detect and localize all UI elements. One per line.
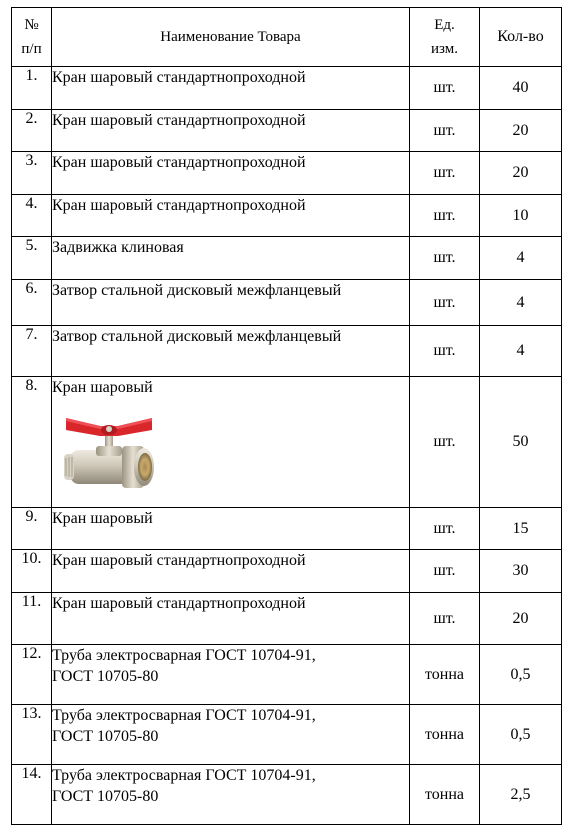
row-unit: шт. — [410, 110, 480, 152]
row-name — [52, 645, 410, 705]
row-quantity: 2,5 — [480, 765, 562, 825]
row-number: 11. — [12, 593, 52, 645]
row-number: 5. — [12, 237, 52, 280]
row-number: 10. — [12, 550, 52, 593]
row-number: 3. — [12, 152, 52, 195]
table-row — [12, 377, 562, 508]
row-name-with-image — [52, 377, 410, 508]
header-unit — [410, 8, 480, 67]
row-quantity: 30 — [480, 550, 562, 593]
row-name-line1: Труба электросварная ГОСТ 10704-91, — [52, 707, 316, 724]
row-name: Кран шаровый — [52, 379, 153, 396]
row-unit: шт. — [410, 195, 480, 237]
row-name-line1: Труба электросварная ГОСТ 10704-91, — [52, 647, 316, 664]
row-number: 6. — [12, 280, 52, 326]
row-unit: шт. — [410, 377, 480, 508]
header-number-symbol: № — [24, 17, 39, 33]
row-quantity: 20 — [480, 593, 562, 645]
header-number — [12, 8, 52, 67]
row-quantity: 10 — [480, 195, 562, 237]
table-row — [12, 67, 562, 110]
row-number: 4. — [12, 195, 52, 237]
goods-table — [11, 7, 562, 825]
row-name: Задвижка клиновая — [52, 237, 410, 280]
row-name-line2: ГОСТ 10705-80 — [52, 668, 159, 685]
header-name: Наименование Товара — [52, 8, 410, 67]
row-name: Кран шаровый стандартнопроходной — [52, 152, 410, 195]
row-unit: шт. — [410, 152, 480, 195]
header-number-abbr: п/п — [21, 41, 42, 57]
row-unit: шт. — [410, 326, 480, 377]
row-unit: тонна — [410, 705, 480, 765]
row-quantity: 15 — [480, 508, 562, 550]
row-unit: шт. — [410, 237, 480, 280]
row-name — [52, 765, 410, 825]
row-name: Кран шаровый стандартнопроходной — [52, 110, 410, 152]
row-quantity: 20 — [480, 110, 562, 152]
row-name: Кран шаровый — [52, 508, 410, 550]
row-name: Затвор стальной дисковый межфланцевый — [52, 326, 410, 377]
row-number: 9. — [12, 508, 52, 550]
row-name: Кран шаровый стандартнопроходной — [52, 195, 410, 237]
row-number: 8. — [12, 377, 52, 508]
table-row — [12, 110, 562, 152]
row-quantity: 20 — [480, 152, 562, 195]
table-header-row — [12, 8, 562, 67]
row-name: Кран шаровый стандартнопроходной — [52, 67, 410, 110]
row-name-line1: Труба электросварная ГОСТ 10704-91, — [52, 767, 316, 784]
row-unit: тонна — [410, 645, 480, 705]
row-unit: тонна — [410, 765, 480, 825]
row-unit: шт. — [410, 593, 480, 645]
row-quantity: 0,5 — [480, 645, 562, 705]
table-row — [12, 152, 562, 195]
row-quantity: 0,5 — [480, 705, 562, 765]
row-number: 1. — [12, 67, 52, 110]
header-unit-line2: изм. — [431, 41, 458, 57]
table-row — [12, 237, 562, 280]
row-number: 12. — [12, 645, 52, 705]
row-name-line2: ГОСТ 10705-80 — [52, 788, 159, 805]
table-row — [12, 195, 562, 237]
table-row — [12, 280, 562, 326]
row-number: 7. — [12, 326, 52, 377]
row-number: 14. — [12, 765, 52, 825]
table-row — [12, 550, 562, 593]
table-row — [12, 645, 562, 705]
row-unit: шт. — [410, 508, 480, 550]
row-unit: шт. — [410, 67, 480, 110]
header-unit-line1: Ед. — [434, 17, 455, 33]
row-unit: шт. — [410, 280, 480, 326]
table-row — [12, 765, 562, 825]
row-quantity: 4 — [480, 237, 562, 280]
row-name: Кран шаровый стандартнопроходной — [52, 593, 410, 645]
row-name: Затвор стальной дисковый межфланцевый — [52, 280, 410, 326]
row-quantity: 4 — [480, 326, 562, 377]
row-name — [52, 705, 410, 765]
row-unit: шт. — [410, 550, 480, 593]
row-quantity: 50 — [480, 377, 562, 508]
row-number: 2. — [12, 110, 52, 152]
table-row — [12, 326, 562, 377]
row-number: 13. — [12, 705, 52, 765]
table-row — [12, 705, 562, 765]
row-name-line2: ГОСТ 10705-80 — [52, 728, 159, 745]
table-row — [12, 508, 562, 550]
row-name: Кран шаровый стандартнопроходной — [52, 550, 410, 593]
table-row — [12, 593, 562, 645]
header-quantity: Кол-во — [480, 8, 562, 67]
ball-valve-photo — [60, 406, 160, 498]
row-quantity: 4 — [480, 280, 562, 326]
row-quantity: 40 — [480, 67, 562, 110]
